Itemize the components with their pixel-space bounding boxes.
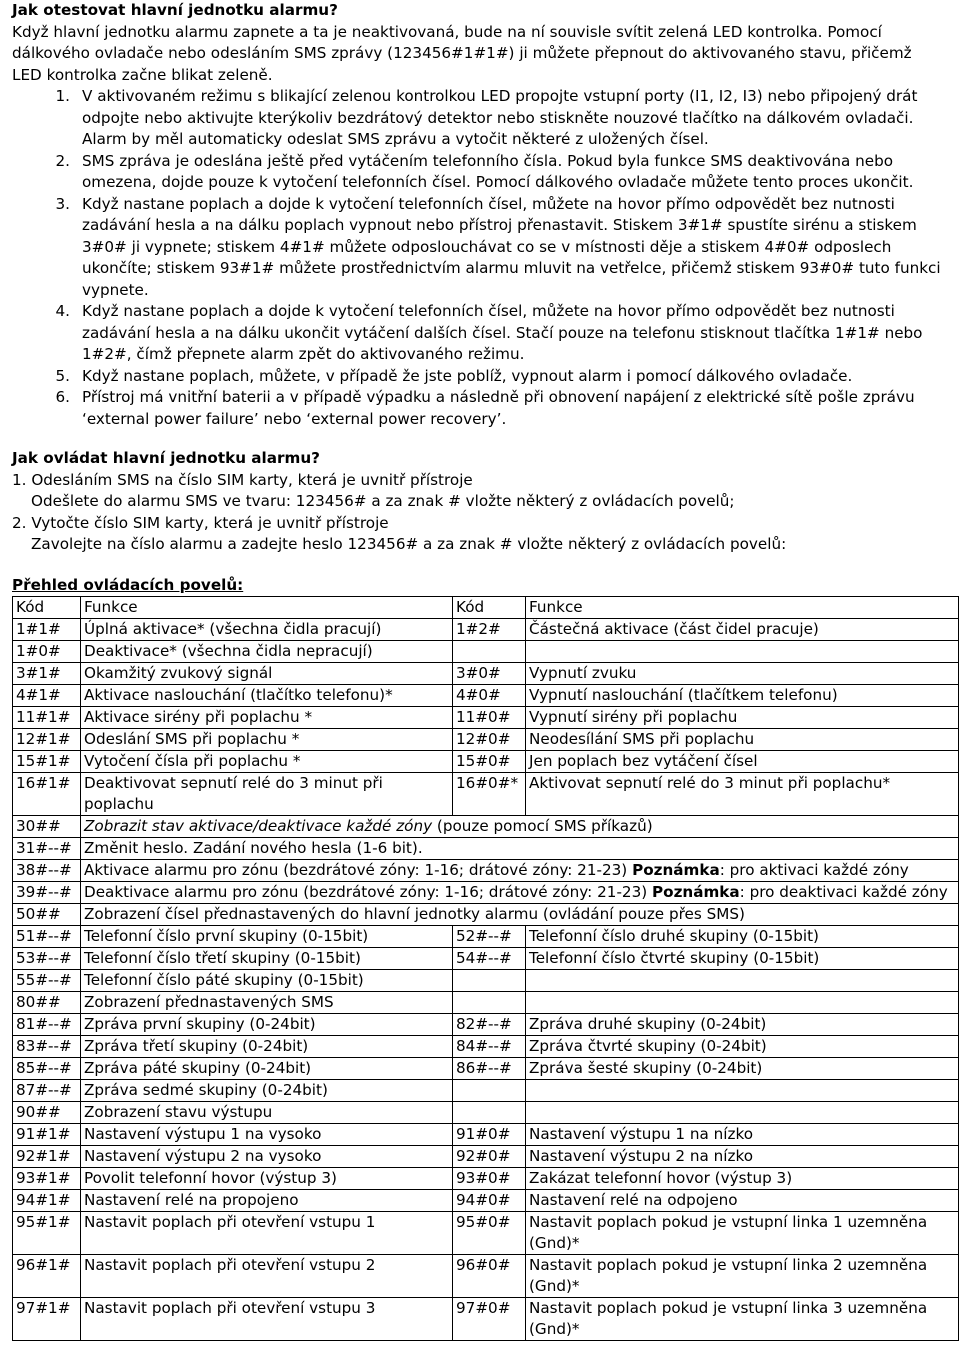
- function-cell: Nastavení výstupu 2 na nízko: [526, 1146, 959, 1168]
- function-cell: Nastavení výstupu 2 na vysoko: [81, 1146, 453, 1168]
- table-row: [13, 773, 959, 816]
- function-cell: Nastavení výstupu 1 na nízko: [526, 1124, 959, 1146]
- table-row: [13, 641, 959, 663]
- function-cell: Zpráva páté skupiny (0-24bit): [81, 1058, 453, 1080]
- function-cell: [81, 816, 959, 838]
- function-cell: [526, 1080, 959, 1102]
- cell-text: Deaktivace alarmu pro zónu (bezdrátové zóny: 1-16; drátové zóny: 21-23): [84, 883, 653, 901]
- function-cell: [526, 641, 959, 663]
- function-cell: Zpráva sedmé skupiny (0-24bit): [81, 1080, 453, 1102]
- control-heading: Jak ovládat hlavní jednotku alarmu?: [12, 449, 320, 467]
- table-row: [13, 1058, 959, 1080]
- table-row: [13, 663, 959, 685]
- function-cell: Zpráva první skupiny (0-24bit): [81, 1014, 453, 1036]
- table-row: [13, 1298, 959, 1341]
- code-cell: 31#--#: [13, 838, 81, 860]
- function-cell: Telefonní číslo páté skupiny (0-15bit): [81, 970, 453, 992]
- code-cell: [453, 1080, 526, 1102]
- code-cell: 50##: [13, 904, 81, 926]
- code-cell: 4#0#: [453, 685, 526, 707]
- table-row: [13, 1190, 959, 1212]
- code-cell: 16#0#*: [453, 773, 526, 816]
- function-cell: Jen poplach bez vytáčení čísel: [526, 751, 959, 773]
- table-row: [13, 838, 959, 860]
- code-cell: 16#1#: [13, 773, 81, 816]
- function-cell: Nastavení relé na odpojeno: [526, 1190, 959, 1212]
- function-cell: [526, 970, 959, 992]
- function-cell: Okamžitý zvukový signál: [81, 663, 453, 685]
- test-steps-list: [12, 86, 952, 430]
- table-row: [13, 729, 959, 751]
- function-cell: Zpráva šesté skupiny (0-24bit): [526, 1058, 959, 1080]
- test-intro: Když hlavní jednotku alarmu zapnete a ta je neaktivovaná, bude na ní souvisle svítit zelená LED kontrolka. Pomocí dálkového ovladače nebo odesláním SMS zprávy (123456#1#1#) ji můžete přepnout do aktivovaného stavu, přičemž LED kontrolka začne blikat zeleně.: [12, 22, 912, 84]
- cell-text: : pro aktivaci každé zóny: [719, 861, 909, 879]
- code-cell: [453, 992, 526, 1014]
- function-cell: [81, 838, 959, 860]
- code-cell: 81#--#: [13, 1014, 81, 1036]
- function-cell: [81, 860, 959, 882]
- code-cell: 97#1#: [13, 1298, 81, 1341]
- step-number: 4.: [55, 302, 70, 320]
- code-cell: 39#--#: [13, 882, 81, 904]
- table-row: [13, 1102, 959, 1124]
- table-row: [13, 707, 959, 729]
- control-method-1: 1. Odesláním SMS na číslo SIM karty, která je uvnitř přístroje: [12, 470, 473, 489]
- step-text: SMS zpráva je odeslána ještě před vytáčením telefonního čísla. Pokud byla funkce SMS deaktivována nebo omezena, dojde pouze k vytočení telefonních čísel. Pomocí dálkového ovladače můžete tento proces ukončit.: [82, 151, 914, 191]
- header-cell-code: Kód: [13, 597, 81, 619]
- table-header-row: [13, 597, 959, 619]
- function-cell: Zobrazení přednastavených SMS: [81, 992, 453, 1014]
- step-text: Když nastane poplach a dojde k vytočení telefonních čísel, můžete na hovor přímo odpovědět bez nutnosti zadávání hesla a na dálku poplach vypnout nebo přístroj přenastavit. Stiskem 3#1# spustíte sirénu a stiskem 3#0# ji vypnete; stiskem 4#1# můžete odposlouchávat co se v místnosti děje a stiskem 4#0# odposlech ukončíte; stiskem 93#1# můžete prostřednictvím alarmu mluvit na vetřelce, přičemž stiskem 93#0# tuto funkci vypnete.: [82, 194, 941, 299]
- function-cell: Nastavit poplach při otevření vstupu 3: [81, 1298, 453, 1341]
- step-text: Když nastane poplach a dojde k vytočení telefonních čísel, můžete na hovor přímo odpovědět bez nutnosti zadávání hesla a na dálku ukončit vytáčení dalších čísel. Stačí pouze na telefonu stisknout tlačítka 1#1# nebo 1#2#, čímž přepnete alarm zpět do aktivovaného režimu.: [82, 302, 923, 363]
- code-cell: 94#1#: [13, 1190, 81, 1212]
- function-cell: Nastavit poplach pokud je vstupní linka 1 uzemněna (Gnd)*: [526, 1212, 959, 1255]
- list-item: [12, 366, 952, 388]
- function-cell: Úplná aktivace* (všechna čidla pracují): [81, 619, 453, 641]
- code-cell: 54#--#: [453, 948, 526, 970]
- header-cell-code: Kód: [453, 597, 526, 619]
- code-cell: 12#0#: [453, 729, 526, 751]
- function-cell: Neodesílání SMS při poplachu: [526, 729, 959, 751]
- code-cell: 84#--#: [453, 1036, 526, 1058]
- control-method-1-detail: Odešlete do alarmu SMS ve tvaru: 123456# a za znak # vložte některý z ovládacích povelů;: [31, 492, 735, 510]
- code-cell: 1#2#: [453, 619, 526, 641]
- function-cell: Telefonní číslo první skupiny (0-15bit): [81, 926, 453, 948]
- code-cell: 11#0#: [453, 707, 526, 729]
- function-cell: Vypnutí zvuku: [526, 663, 959, 685]
- code-cell: 1#1#: [13, 619, 81, 641]
- code-cell: 11#1#: [13, 707, 81, 729]
- table-row: [13, 904, 959, 926]
- overview-heading: Přehled ovládacích povelů:: [12, 575, 244, 594]
- code-cell: 3#1#: [13, 663, 81, 685]
- function-cell: Telefonní číslo třetí skupiny (0-15bit): [81, 948, 453, 970]
- list-item: [12, 194, 952, 302]
- cell-text: : pro deaktivaci každé zóny: [739, 883, 948, 901]
- code-cell: 82#--#: [453, 1014, 526, 1036]
- code-cell: 51#--#: [13, 926, 81, 948]
- function-cell: Zpráva čtvrté skupiny (0-24bit): [526, 1036, 959, 1058]
- code-cell: 95#0#: [453, 1212, 526, 1255]
- function-cell: Telefonní číslo druhé skupiny (0-15bit): [526, 926, 959, 948]
- code-cell: 86#--#: [453, 1058, 526, 1080]
- function-cell: Nastavit poplach při otevření vstupu 1: [81, 1212, 453, 1255]
- table-row: [13, 1036, 959, 1058]
- step-number: 1.: [55, 87, 70, 105]
- function-cell: Povolit telefonní hovor (výstup 3): [81, 1168, 453, 1190]
- function-cell: Aktivace sirény při poplachu *: [81, 707, 453, 729]
- code-cell: [453, 641, 526, 663]
- table-row: [13, 1212, 959, 1255]
- table-row: [13, 816, 959, 838]
- table-row: [13, 882, 959, 904]
- table-row: [13, 926, 959, 948]
- code-cell: 52#--#: [453, 926, 526, 948]
- list-item: [12, 86, 952, 151]
- function-cell: Odeslání SMS při poplachu *: [81, 729, 453, 751]
- function-cell: Částečná aktivace (část čidel pracuje): [526, 619, 959, 641]
- cell-text: Zobrazení čísel přednastavených do hlavní jednotky alarmu (ovládání pouze přes SMS): [84, 905, 745, 923]
- function-cell: Aktivace naslouchání (tlačítko telefonu)*: [81, 685, 453, 707]
- step-text: Přístroj má vnitřní baterii a v případě výpadku a následně při obnovení napájení z elektrické sítě pošle zprávu ‘external power failure’ nebo ‘external power recovery’.: [82, 388, 915, 428]
- function-cell: [81, 882, 959, 904]
- code-cell: 80##: [13, 992, 81, 1014]
- code-cell: 30##: [13, 816, 81, 838]
- function-cell: Vytočení čísla při poplachu *: [81, 751, 453, 773]
- function-cell: Vypnutí sirény při poplachu: [526, 707, 959, 729]
- function-cell: [526, 1102, 959, 1124]
- function-cell: Zakázat telefonní hovor (výstup 3): [526, 1168, 959, 1190]
- function-cell: Telefonní číslo čtvrté skupiny (0-15bit): [526, 948, 959, 970]
- cell-text: Změnit heslo. Zadání nového hesla (1-6 bit).: [84, 839, 423, 857]
- control-method-2: 2. Vytočte číslo SIM karty, která je uvnitř přístroje: [12, 513, 389, 532]
- code-cell: 83#--#: [13, 1036, 81, 1058]
- function-cell: Nastavení relé na propojeno: [81, 1190, 453, 1212]
- code-cell: 38#--#: [13, 860, 81, 882]
- function-cell: Nastavení výstupu 1 na vysoko: [81, 1124, 453, 1146]
- code-cell: 91#0#: [453, 1124, 526, 1146]
- table-row: [13, 860, 959, 882]
- table-row: [13, 1146, 959, 1168]
- function-cell: Aktivovat sepnutí relé do 3 minut při poplachu*: [526, 773, 959, 816]
- code-cell: 15#0#: [453, 751, 526, 773]
- code-cell: 93#0#: [453, 1168, 526, 1190]
- code-cell: 4#1#: [13, 685, 81, 707]
- table-row: [13, 1080, 959, 1102]
- header-cell-function: Funkce: [526, 597, 959, 619]
- commands-table: [12, 596, 959, 1341]
- code-cell: 96#0#: [453, 1255, 526, 1298]
- code-cell: 3#0#: [453, 663, 526, 685]
- code-cell: 87#--#: [13, 1080, 81, 1102]
- function-cell: Zpráva třetí skupiny (0-24bit): [81, 1036, 453, 1058]
- table-row: [13, 1168, 959, 1190]
- code-cell: [453, 970, 526, 992]
- code-cell: [453, 1102, 526, 1124]
- table-row: [13, 751, 959, 773]
- list-item: [12, 387, 952, 430]
- code-cell: 15#1#: [13, 751, 81, 773]
- table-row: [13, 948, 959, 970]
- cell-text: (pouze pomocí SMS příkazů): [432, 817, 653, 835]
- table-row: [13, 992, 959, 1014]
- list-item: [12, 301, 952, 366]
- code-cell: 53#--#: [13, 948, 81, 970]
- table-row: [13, 685, 959, 707]
- list-item: [12, 151, 952, 194]
- function-cell: [81, 904, 959, 926]
- step-number: 3.: [55, 194, 70, 213]
- header-cell-function: Funkce: [81, 597, 453, 619]
- code-cell: 90##: [13, 1102, 81, 1124]
- code-cell: 96#1#: [13, 1255, 81, 1298]
- code-cell: 97#0#: [453, 1298, 526, 1341]
- cell-text: Poznámka: [652, 883, 740, 901]
- code-cell: 94#0#: [453, 1190, 526, 1212]
- code-cell: 12#1#: [13, 729, 81, 751]
- function-cell: Nastavit poplach pokud je vstupní linka 3 uzemněna (Gnd)*: [526, 1298, 959, 1341]
- table-row: [13, 619, 959, 641]
- table-row: [13, 970, 959, 992]
- table-row: [13, 1124, 959, 1146]
- cell-text: Poznámka: [632, 861, 720, 879]
- function-cell: Vypnutí naslouchání (tlačítkem telefonu): [526, 685, 959, 707]
- step-text: V aktivovaném režimu s blikající zelenou kontrolkou LED propojte vstupní porty (I1, I2, I3) nebo připojený drát odpojte nebo aktivujte kterýkoliv bezdrátový detektor nebo stiskněte nouzové tlačítko na dálkovém ovladači. Alarm by měl automaticky odeslat SMS zprávu a vytočit některé z uložených čísel.: [82, 87, 918, 148]
- function-cell: Nastavit poplach pokud je vstupní linka 2 uzemněna (Gnd)*: [526, 1255, 959, 1298]
- function-cell: [526, 992, 959, 1014]
- cell-text: Zobrazit stav aktivace/deaktivace každé zóny: [84, 817, 433, 835]
- step-text: Když nastane poplach, můžete, v případě že jste poblíž, vypnout alarm i pomocí dálkového ovladače.: [82, 366, 853, 385]
- table-row: [13, 1014, 959, 1036]
- control-section: [12, 448, 952, 556]
- code-cell: 95#1#: [13, 1212, 81, 1255]
- code-cell: 92#0#: [453, 1146, 526, 1168]
- function-cell: Deaktivovat sepnutí relé do 3 minut při poplachu: [81, 773, 453, 816]
- code-cell: 92#1#: [13, 1146, 81, 1168]
- function-cell: Deaktivace* (všechna čidla nepracují): [81, 641, 453, 663]
- cell-text: Aktivace alarmu pro zónu (bezdrátové zóny: 1-16; drátové zóny: 21-23): [84, 861, 633, 879]
- control-method-2-detail: Zavolejte na číslo alarmu a zadejte heslo 123456# a za znak # vložte některý z ovládacích povelů:: [31, 535, 787, 553]
- function-cell: Nastavit poplach při otevření vstupu 2: [81, 1255, 453, 1298]
- test-heading: Jak otestovat hlavní jednotku alarmu?: [12, 1, 338, 19]
- code-cell: 55#--#: [13, 970, 81, 992]
- step-number: 6.: [55, 388, 70, 406]
- table-row: [13, 1255, 959, 1298]
- code-cell: 91#1#: [13, 1124, 81, 1146]
- code-cell: 93#1#: [13, 1168, 81, 1190]
- function-cell: Zpráva druhé skupiny (0-24bit): [526, 1014, 959, 1036]
- step-number: 5.: [55, 366, 70, 385]
- code-cell: 1#0#: [13, 641, 81, 663]
- step-number: 2.: [55, 151, 70, 170]
- function-cell: Zobrazení stavu výstupu: [81, 1102, 453, 1124]
- code-cell: 85#--#: [13, 1058, 81, 1080]
